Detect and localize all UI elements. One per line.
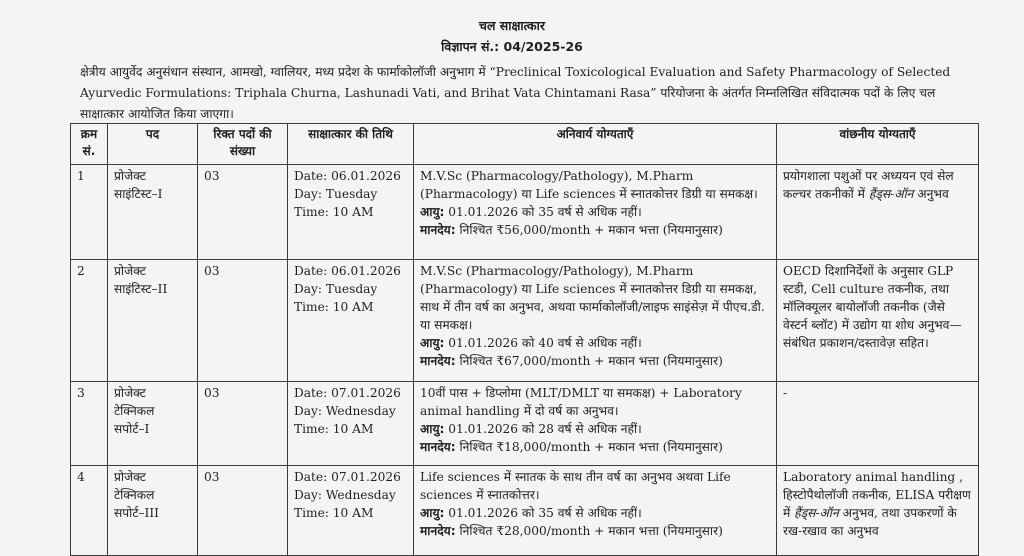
desirable-text: प्रयोगशाला पशुओं पर अध्ययन एवं सेल कल्चर तकनीकों में [783,169,954,201]
desirable-text: अनुभव, तथा उपकरणों के रख-रखाव का अनुभव [783,506,957,538]
age-label: आयु: [420,336,445,350]
cell-vacancies: 03 [198,466,288,556]
cell-desirable [777,165,979,260]
cell-sno: 2 [71,260,108,382]
interview-time: Time: 10 AM [294,506,374,520]
age-value: 01.01.2026 को 28 वर्ष से अधिक नहीं। [448,422,642,436]
salary [420,352,770,370]
desirable-text: - [783,386,788,400]
desirable-text: अनुभव [913,187,949,201]
age-limit [420,504,770,522]
header-interview-date: साक्षात्कार की तिथि [288,124,414,165]
table-row [71,165,979,260]
post-line: प्रोजेक्ट [114,264,146,278]
cell-interview-date [288,165,414,260]
cell-post [108,382,198,466]
cell-interview-date [288,382,414,466]
desirable-text: OECD दिशानिर्देशों के अनुसार GLP स्टडी, Cell culture तकनीक, तथा मॉलिक्यूलर बायोलॉजी तकनीक (जैसे वेस्टर्न ब्लॉट) में उद्योग या शोध अनुभव—संबंधित प्रकाशन/दस्तावेज़ सहित। [783,264,962,350]
salary [420,522,770,540]
cell-vacancies: 03 [198,165,288,260]
table-row [71,382,979,466]
post-line: साइंटिस्ट–II [114,282,168,296]
salary-label: मानदेय: [420,524,456,538]
age-label: आयु: [420,205,445,219]
desirable-emphasis: हैंड्स-ऑन [868,187,914,201]
cell-post [108,165,198,260]
cell-vacancies: 03 [198,382,288,466]
header-post: पद [108,124,198,165]
salary [420,221,770,239]
desirable-emphasis: हैंड्स-ऑन [794,506,839,520]
table-row [71,466,979,556]
vacancy-table [70,123,979,556]
salary [420,438,770,456]
salary-value: निश्चित ₹18,000/month + मकान भत्ता (नियमानुसार) [459,440,723,454]
header-essential: अनिवार्य योग्यताएँ [414,124,777,165]
interview-day: Day: Tuesday [294,282,378,296]
salary-label: मानदेय: [420,223,456,237]
age-value: 01.01.2026 को 35 वर्ष से अधिक नहीं। [448,506,642,520]
cell-vacancies: 03 [198,260,288,382]
post-line: टेक्निकल [114,404,155,418]
table-header-row [71,124,979,165]
header-vacancies: रिक्त पदों की संख्या [198,124,288,165]
interview-date: Date: 06.01.2026 [294,169,401,183]
cell-desirable [777,260,979,382]
age-limit [420,334,770,352]
age-value: 01.01.2026 को 40 वर्ष से अधिक नहीं। [448,336,642,350]
interview-time: Time: 10 AM [294,422,374,436]
post-line: साइंटिस्ट–I [114,187,163,201]
essential-qualification: M.V.Sc (Pharmacology/Pathology), M.Pharm (Pharmacology) या Life sciences में स्नातकोत्तर डिग्री या समकक्ष। [420,169,758,201]
interview-day: Day: Tuesday [294,187,378,201]
interview-date: Date: 07.01.2026 [294,386,401,400]
cell-sno: 3 [71,382,108,466]
table-row [71,260,979,382]
essential-qualification: 10वीं पास + डिप्लोमा (MLT/DMLT या समकक्ष) + Laboratory animal handling में दो वर्ष का अनुभव। [420,386,742,418]
age-label: आयु: [420,422,445,436]
age-value: 01.01.2026 को 35 वर्ष से अधिक नहीं। [448,205,642,219]
salary-value: निश्चित ₹28,000/month + मकान भत्ता (नियमानुसार) [459,524,723,538]
salary-value: निश्चित ₹56,000/month + मकान भत्ता (नियमानुसार) [459,223,723,237]
cell-sno: 4 [71,466,108,556]
post-line: प्रोजेक्ट [114,470,146,484]
cell-essential [414,382,777,466]
header-sno: क्रम सं. [71,124,108,165]
cell-essential [414,260,777,382]
cell-post [108,260,198,382]
post-line: सपोर्ट–I [114,422,150,436]
cell-sno: 1 [71,165,108,260]
interview-date: Date: 06.01.2026 [294,264,401,278]
intro-paragraph: क्षेत्रीय आयुर्वेद अनुसंधान संस्थान, आमखो, ग्वालियर, मध्य प्रदेश के फार्माकोलॉजी अनुभाग में “Preclinical Toxicological Evaluation and Safety Pharmacology of Selected Ayurvedic Formulations: Triphala Churna, Lashunadi Vati, and Brihat Vata Chintamani Rasa” परियोजना के अंतर्गत निम्नलिखित संविदात्मक पदों के लिए चल साक्षात्कार आयोजित किया जाएगा। [80,65,951,121]
interview-time: Time: 10 AM [294,300,374,314]
header-desirable: वांछनीय योग्यताएँ [777,124,979,165]
post-line: टेक्निकल [114,488,155,502]
essential-qualification: M.V.Sc (Pharmacology/Pathology), M.Pharm (Pharmacology) या Life sciences में स्नातकोत्तर डिग्री या समकक्ष, साथ में तीन वर्ष का अनुभव, अथवा फार्माकोलॉजी/लाइफ साइंसेज़ में पीएच.डी. या समकक्ष। [420,264,765,332]
post-line: सपोर्ट–III [114,506,159,520]
age-limit [420,420,770,438]
essential-qualification: Life sciences में स्नातक के साथ तीन वर्ष का अनुभव अथवा Life sciences में स्नातकोत्तर। [420,470,731,502]
interview-day: Day: Wednesday [294,404,396,418]
cell-desirable [777,466,979,556]
advertisement-number: विज्ञापन सं.: 04/2025-26 [441,39,583,54]
interview-day: Day: Wednesday [294,488,396,502]
cell-essential [414,165,777,260]
salary-label: मानदेय: [420,354,456,368]
cell-post [108,466,198,556]
age-limit [420,203,770,221]
interview-time: Time: 10 AM [294,205,374,219]
notice-title: चल साक्षात्कार [479,18,545,33]
salary-value: निश्चित ₹67,000/month + मकान भत्ता (नियमानुसार) [459,354,723,368]
desirable-text: Laboratory animal handling , हिस्टोपैथोलॉजी तकनीक, ELISA परीक्षण में [783,470,971,520]
salary-label: मानदेय: [420,440,456,454]
age-label: आयु: [420,506,445,520]
cell-interview-date [288,260,414,382]
interview-date: Date: 07.01.2026 [294,470,401,484]
cell-essential [414,466,777,556]
post-line: प्रोजेक्ट [114,169,146,183]
cell-interview-date [288,466,414,556]
post-line: प्रोजेक्ट [114,386,146,400]
cell-desirable [777,382,979,466]
